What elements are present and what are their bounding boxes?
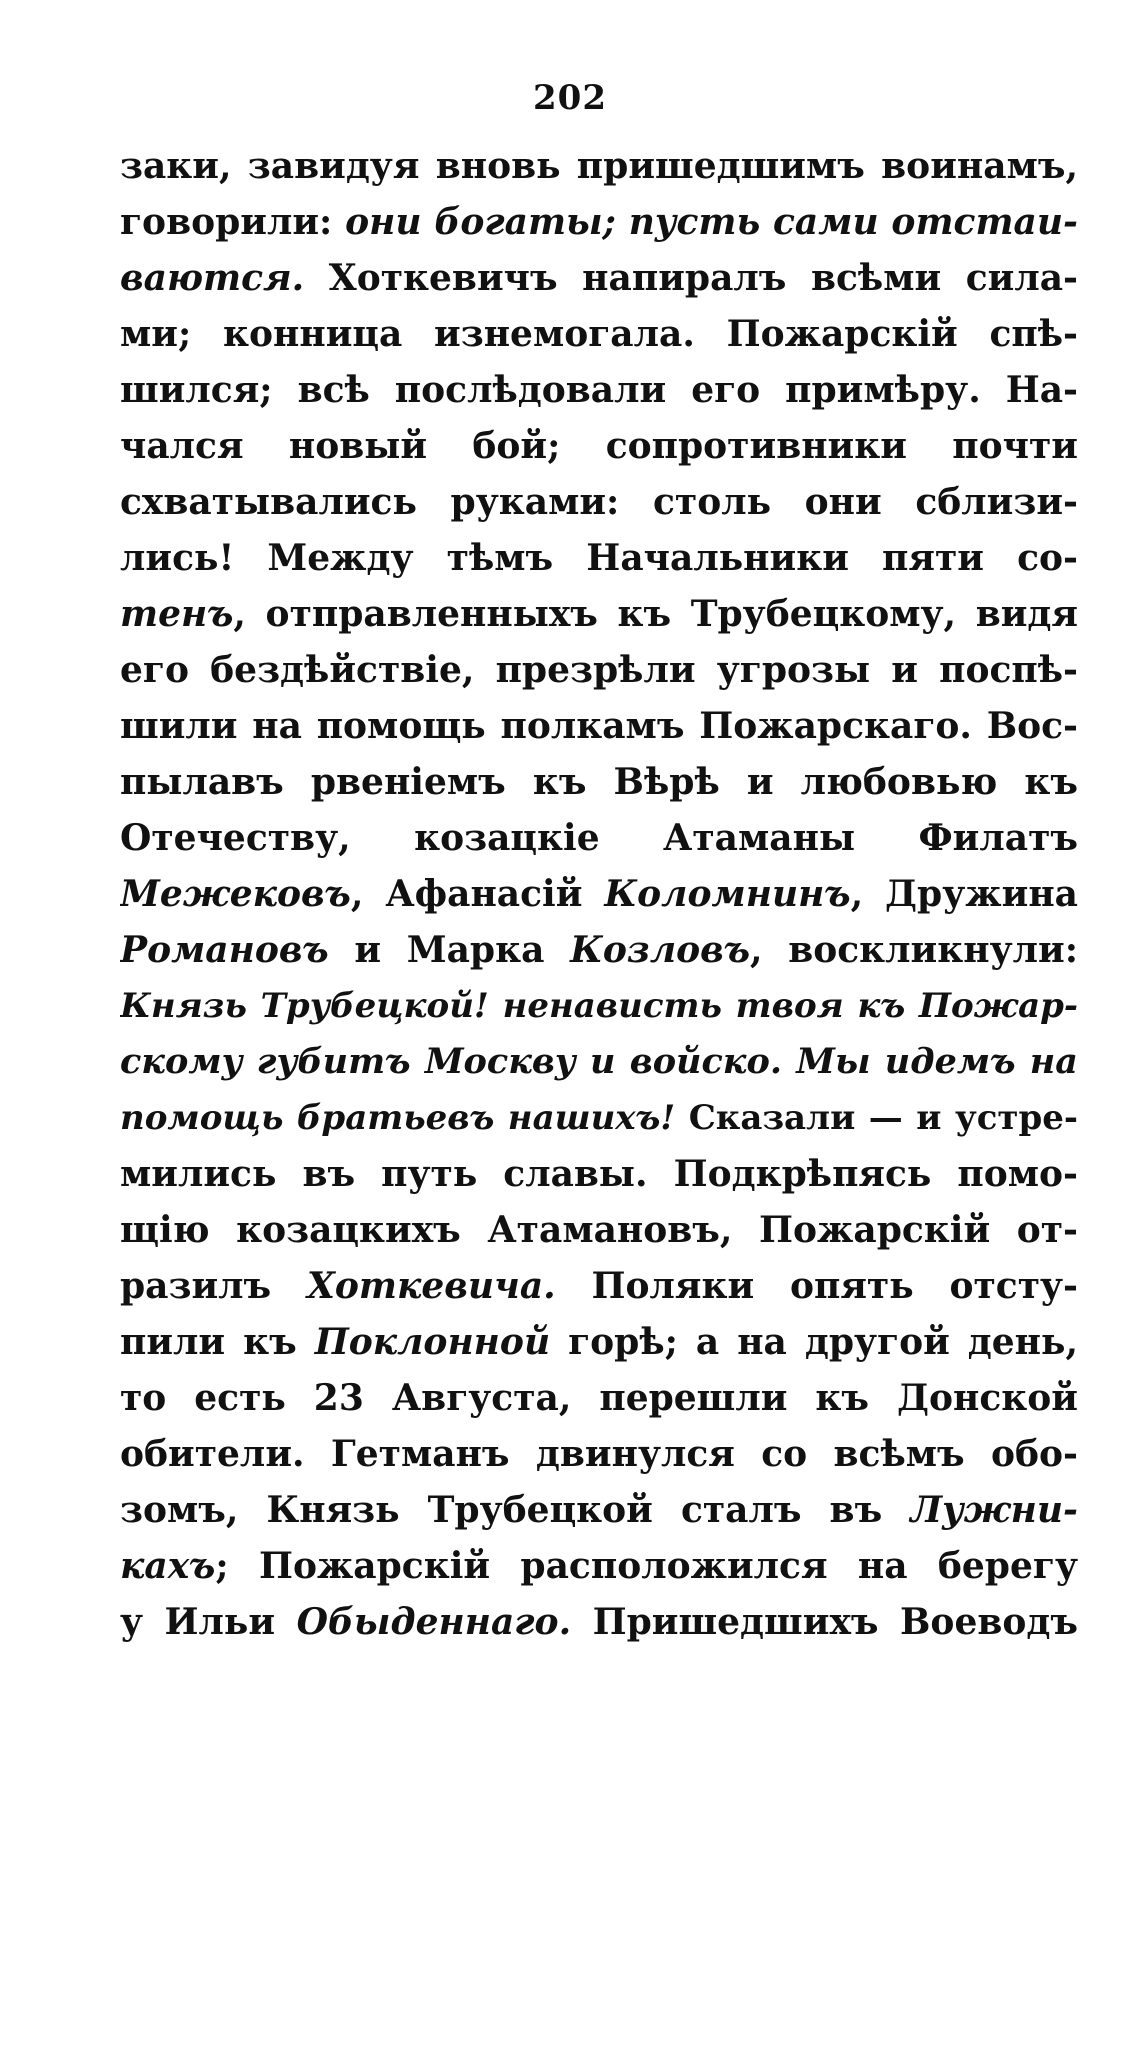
page-number: 202 <box>533 78 607 118</box>
italic-text-segment: помощь братьевъ нашихъ! <box>120 1098 676 1138</box>
text-segment: Пришедшихъ Воеводъ <box>571 1601 1078 1643</box>
text-line <box>120 642 1078 698</box>
text-segment: шился; всѣ послѣдовали его примѣру. На- <box>120 369 1078 411</box>
text-segment: , воскликнули: <box>750 929 1078 971</box>
body-text <box>120 138 1078 1650</box>
text-segment: разилъ <box>120 1265 307 1307</box>
text-segment: его бездѣйствіе, презрѣли угрозы и поспѣ- <box>120 649 1078 691</box>
italic-text-segment: Романовъ <box>120 929 329 971</box>
italic-text-segment: Межековъ <box>120 873 351 915</box>
text-segment: обители. Гетманъ двинулся со всѣмъ обо- <box>120 1433 1078 1475</box>
text-line <box>120 474 1078 530</box>
text-line <box>120 866 1078 922</box>
text-line <box>120 1202 1078 1258</box>
italic-text-segment: ваются. <box>120 257 305 299</box>
text-line <box>120 250 1078 306</box>
text-segment: пили къ <box>120 1321 315 1363</box>
text-line <box>120 418 1078 474</box>
italic-text-segment: тенъ <box>120 593 234 635</box>
text-segment: , отправленныхъ къ Трубецкому, видя <box>233 593 1078 635</box>
text-segment: , Афанасій <box>350 873 605 915</box>
text-segment: мились въ путь славы. Подкрѣпясь помо- <box>120 1153 1078 1195</box>
text-segment: заки, завидуя вновь пришедшимъ воинамъ, <box>120 145 1078 187</box>
text-segment: Отечеству, козацкіе Атаманы Филатъ <box>120 817 1078 859</box>
text-segment: щію козацкихъ Атамановъ, Пожарскій от- <box>120 1209 1078 1251</box>
text-line <box>120 1034 1078 1090</box>
text-segment: говорили: <box>120 201 346 243</box>
text-segment: ми; конница изнемогала. Пожарскій спѣ- <box>120 313 1078 355</box>
text-line <box>120 138 1078 194</box>
italic-text-segment: Коломнинъ <box>604 873 851 915</box>
text-line <box>120 1594 1078 1650</box>
text-line <box>120 1090 1078 1146</box>
italic-text-segment: Князь Трубецкой! ненависть твоя къ Пожар- <box>120 986 1078 1026</box>
text-segment: Поляки опять отсту- <box>555 1265 1078 1307</box>
text-line <box>120 754 1078 810</box>
text-line <box>120 1370 1078 1426</box>
text-line <box>120 1146 1078 1202</box>
italic-text-segment: они богаты; пусть сами отстаи- <box>345 201 1078 243</box>
text-line <box>120 1258 1078 1314</box>
text-segment: Сказали — и устре- <box>675 1098 1078 1138</box>
text-segment: горѣ; а на другой день, <box>550 1321 1078 1363</box>
italic-text-segment: Хоткевича. <box>306 1265 556 1307</box>
text-segment: и Марка <box>328 929 571 971</box>
text-segment: то есть 23 Августа, перешли къ Донской <box>120 1377 1078 1419</box>
text-line <box>120 1426 1078 1482</box>
text-line <box>120 530 1078 586</box>
text-line <box>120 1482 1078 1538</box>
text-segment: схватывались руками: столь они сблизи- <box>120 481 1078 523</box>
text-line <box>120 1538 1078 1594</box>
text-segment: ; Пожарскій расположился на берегу <box>215 1545 1078 1587</box>
text-line <box>120 1314 1078 1370</box>
text-segment: у Ильи <box>120 1601 297 1643</box>
italic-text-segment: скому губитъ Москву и войско. Мы идемъ на <box>120 1041 1078 1082</box>
text-segment: шили на помощь полкамъ Пожарскаго. Вос- <box>120 705 1078 747</box>
italic-text-segment: кахъ <box>120 1545 216 1587</box>
text-line <box>120 978 1078 1034</box>
italic-text-segment: Лужни- <box>910 1489 1078 1531</box>
text-segment: зомъ, Князь Трубецкой сталъ въ <box>120 1489 911 1531</box>
italic-text-segment: Обыденнаго. <box>296 1601 572 1643</box>
text-segment: , Дружина <box>850 873 1078 915</box>
text-line <box>120 362 1078 418</box>
text-line <box>120 194 1078 250</box>
text-line <box>120 306 1078 362</box>
text-segment: Хоткевичъ напиралъ всѣми сила- <box>304 257 1078 299</box>
text-segment: лись! Между тѣмъ Начальники пяти со- <box>120 537 1078 579</box>
text-line <box>120 810 1078 866</box>
text-segment: пылавъ рвеніемъ къ Вѣрѣ и любовью къ <box>120 761 1078 803</box>
italic-text-segment: Поклонной <box>314 1321 551 1363</box>
italic-text-segment: Козловъ <box>570 929 750 971</box>
text-line <box>120 922 1078 978</box>
text-line <box>120 586 1078 642</box>
text-segment: чался новый бой; сопротивники почти <box>120 425 1078 467</box>
text-line <box>120 698 1078 754</box>
